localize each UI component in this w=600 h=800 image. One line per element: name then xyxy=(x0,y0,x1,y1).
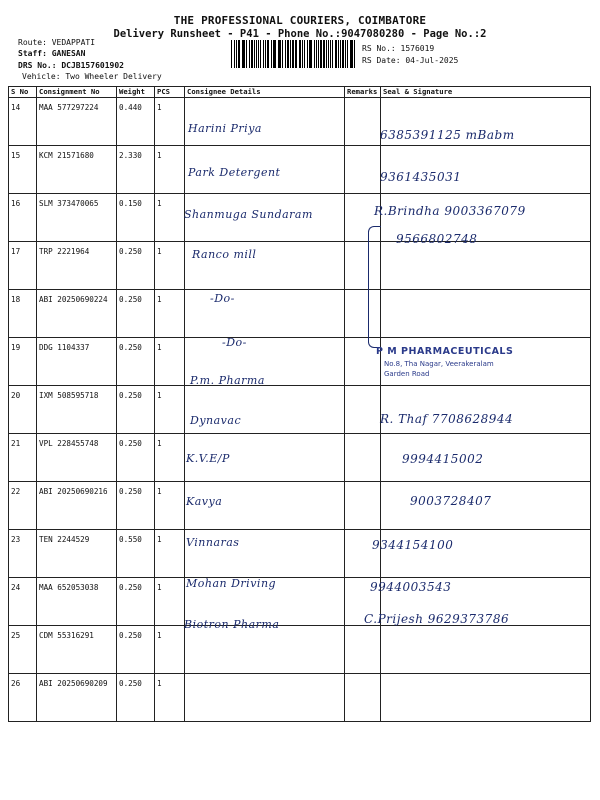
cell-consignment-text: CDM 55316291 xyxy=(39,631,94,640)
cell-pcs xyxy=(155,674,185,722)
cell-weight xyxy=(117,338,155,386)
cell-sno xyxy=(9,530,37,578)
cell-pcs xyxy=(155,146,185,194)
cell-sno xyxy=(9,338,37,386)
handwritten-consignee: Biotron Pharma xyxy=(184,618,280,631)
stamp-address-line-2: Garden Road xyxy=(384,370,430,378)
cell-consignment-text: VPL 228455748 xyxy=(39,439,99,448)
bracket-mark xyxy=(368,226,381,348)
cell-pcs-text: 1 xyxy=(157,151,162,160)
col-remarks: Remarks xyxy=(345,87,381,98)
handwritten-signature: 9361435031 xyxy=(380,170,462,184)
cell-weight xyxy=(117,674,155,722)
table-row xyxy=(9,434,591,482)
vehicle-label: Vehicle: Two Wheeler Delivery xyxy=(22,72,162,81)
cell-pcs-text: 1 xyxy=(157,247,162,256)
rs-date: RS Date: 04-Jul-2025 xyxy=(362,56,459,65)
cell-weight xyxy=(117,98,155,146)
cell-sno xyxy=(9,242,37,290)
cell-consignment xyxy=(37,578,117,626)
cell-consignment-text: ABI 20250690216 xyxy=(39,487,108,496)
cell-consignment xyxy=(37,338,117,386)
cell-consignment xyxy=(37,482,117,530)
cell-pcs xyxy=(155,338,185,386)
cell-consignment-text: KCM 21571680 xyxy=(39,151,94,160)
cell-weight-text: 0.250 xyxy=(119,391,142,400)
page-subtitle: Delivery Runsheet - P41 - Phone No.:9047080280 - Page No.:2 xyxy=(113,28,487,40)
cell-sno-text: 26 xyxy=(11,679,21,688)
cell-sno-text: 24 xyxy=(11,583,21,592)
cell-consignment xyxy=(37,434,117,482)
handwritten-consignee: K.V.E/P xyxy=(186,452,230,465)
cell-consignment-text: MAA 577297224 xyxy=(39,103,99,112)
handwritten-signature: 9566802748 xyxy=(396,232,478,246)
handwritten-consignee: -Do- xyxy=(222,336,247,349)
cell-weight-text: 0.250 xyxy=(119,247,142,256)
cell-consignment-text: DDG 1104337 xyxy=(39,343,90,352)
cell-weight-text: 0.250 xyxy=(119,343,142,352)
col-weight: Weight xyxy=(117,87,155,98)
cell-sno xyxy=(9,386,37,434)
cell-weight xyxy=(117,146,155,194)
table-row xyxy=(9,146,591,194)
cell-weight-text: 0.250 xyxy=(119,439,142,448)
cell-pcs xyxy=(155,98,185,146)
cell-sno-text: 22 xyxy=(11,487,21,496)
cell-sno xyxy=(9,98,37,146)
cell-weight-text: 0.250 xyxy=(119,631,142,640)
cell-consignment xyxy=(37,98,117,146)
cell-pcs-text: 1 xyxy=(157,679,162,688)
cell-weight xyxy=(117,242,155,290)
cell-signature xyxy=(381,626,591,674)
cell-weight xyxy=(117,386,155,434)
handwritten-consignee: Ranco mill xyxy=(192,248,257,261)
cell-weight xyxy=(117,530,155,578)
cell-consignment-text: ABI 20250690209 xyxy=(39,679,108,688)
cell-consignment xyxy=(37,674,117,722)
cell-weight-text: 2.330 xyxy=(119,151,142,160)
handwritten-consignee: Vinnaras xyxy=(186,536,240,549)
handwritten-signature: R. Thaf 7708628944 xyxy=(380,412,514,426)
company-stamp xyxy=(370,346,590,406)
cell-pcs xyxy=(155,242,185,290)
cell-consignment xyxy=(37,386,117,434)
cell-weight xyxy=(117,626,155,674)
cell-signature xyxy=(381,674,591,722)
col-signature: Seal & Signature xyxy=(381,87,591,98)
cell-weight xyxy=(117,482,155,530)
cell-sno-text: 17 xyxy=(11,247,21,256)
cell-consignment xyxy=(37,146,117,194)
table-row xyxy=(9,530,591,578)
cell-pcs xyxy=(155,386,185,434)
cell-pcs-text: 1 xyxy=(157,631,162,640)
cell-signature xyxy=(381,242,591,290)
cell-sno-text: 18 xyxy=(11,295,21,304)
table-header-row xyxy=(9,87,591,98)
cell-pcs xyxy=(155,482,185,530)
cell-signature xyxy=(381,290,591,338)
handwritten-signature: 9003728407 xyxy=(410,494,492,508)
cell-signature xyxy=(381,530,591,578)
table-row xyxy=(9,242,591,290)
cell-consignment-text: TEN 2244529 xyxy=(39,535,90,544)
cell-remarks xyxy=(345,482,381,530)
col-consignment: Consignment No xyxy=(37,87,117,98)
cell-weight-text: 0.150 xyxy=(119,199,142,208)
cell-sno-text: 19 xyxy=(11,343,21,352)
cell-weight xyxy=(117,194,155,242)
cell-sno-text: 14 xyxy=(11,103,21,112)
cell-pcs xyxy=(155,290,185,338)
cell-consignment-text: SLM 373470065 xyxy=(39,199,99,208)
cell-consignment-text: TRP 2221964 xyxy=(39,247,90,256)
cell-remarks xyxy=(345,434,381,482)
barcode-image xyxy=(231,40,357,68)
cell-sno-text: 23 xyxy=(11,535,21,544)
cell-consignment xyxy=(37,194,117,242)
cell-sno-text: 16 xyxy=(11,199,21,208)
handwritten-signature: 9944003543 xyxy=(370,580,452,594)
cell-pcs-text: 1 xyxy=(157,295,162,304)
cell-sno xyxy=(9,674,37,722)
stamp-address-line: No.8, Tha Nagar, Veerakeralam xyxy=(384,360,494,368)
route-label: Route: VEDAPPATI xyxy=(18,38,96,47)
cell-pcs xyxy=(155,530,185,578)
cell-weight xyxy=(117,290,155,338)
handwritten-consignee: -Do- xyxy=(210,292,235,305)
col-sno: S No xyxy=(9,87,37,98)
cell-consignment-text: ABI 20250690224 xyxy=(39,295,108,304)
cell-consignment xyxy=(37,242,117,290)
table-row xyxy=(9,674,591,722)
cell-consignment xyxy=(37,290,117,338)
cell-pcs-text: 1 xyxy=(157,391,162,400)
cell-sno xyxy=(9,194,37,242)
cell-consignment-text: MAA 652053038 xyxy=(39,583,99,592)
handwritten-consignee: Park Detergent xyxy=(188,166,281,179)
cell-weight-text: 0.250 xyxy=(119,487,142,496)
table-row xyxy=(9,626,591,674)
handwritten-consignee: Harini Priya xyxy=(188,122,262,135)
cell-remarks xyxy=(345,674,381,722)
cell-pcs-text: 1 xyxy=(157,103,162,112)
cell-sno xyxy=(9,290,37,338)
cell-remarks xyxy=(345,98,381,146)
col-consignee: Consignee Details xyxy=(185,87,345,98)
cell-remarks xyxy=(345,626,381,674)
cell-weight-text: 0.250 xyxy=(119,295,142,304)
cell-pcs-text: 1 xyxy=(157,343,162,352)
table-row xyxy=(9,290,591,338)
handwritten-signature: 6385391125 mBabm xyxy=(380,128,515,142)
cell-weight-text: 0.250 xyxy=(119,583,142,592)
cell-weight xyxy=(117,434,155,482)
cell-pcs-text: 1 xyxy=(157,439,162,448)
cell-sno-text: 20 xyxy=(11,391,21,400)
cell-sno xyxy=(9,482,37,530)
cell-sno xyxy=(9,434,37,482)
cell-pcs xyxy=(155,626,185,674)
cell-pcs xyxy=(155,578,185,626)
handwritten-signature: 9994415002 xyxy=(402,452,484,466)
cell-pcs-text: 1 xyxy=(157,583,162,592)
staff-label: Staff: GANESAN xyxy=(18,49,86,58)
cell-consignee xyxy=(185,674,345,722)
col-pcs: PCS xyxy=(155,87,185,98)
cell-consignee xyxy=(185,626,345,674)
cell-consignment xyxy=(37,530,117,578)
handwritten-consignee: P.m. Pharma xyxy=(190,374,265,387)
cell-sno-text: 25 xyxy=(11,631,21,640)
cell-consignment-text: IXM 508595718 xyxy=(39,391,99,400)
handwritten-consignee: Kavya xyxy=(186,495,223,508)
cell-weight-text: 0.250 xyxy=(119,679,142,688)
cell-consignment xyxy=(37,626,117,674)
stamp-company-name: P M PHARMACEUTICALS xyxy=(376,346,514,357)
handwritten-signature: 9344154100 xyxy=(372,538,454,552)
drs-label: DRS No.: DCJB157601902 xyxy=(18,61,124,70)
cell-pcs xyxy=(155,194,185,242)
cell-sno-text: 15 xyxy=(11,151,21,160)
table-row xyxy=(9,482,591,530)
handwritten-consignee: Dynavac xyxy=(190,414,242,427)
handwritten-consignee: Mohan Driving xyxy=(186,577,277,590)
cell-sno-text: 21 xyxy=(11,439,21,448)
cell-pcs-text: 1 xyxy=(157,487,162,496)
handwritten-consignee: Shanmuga Sundaram xyxy=(184,208,313,221)
cell-weight-text: 0.440 xyxy=(119,103,142,112)
handwritten-signature: R.Brindha 9003367079 xyxy=(374,204,526,218)
cell-consignee xyxy=(185,290,345,338)
cell-sno xyxy=(9,626,37,674)
cell-pcs xyxy=(155,434,185,482)
cell-sno xyxy=(9,146,37,194)
cell-weight-text: 0.550 xyxy=(119,535,142,544)
cell-pcs-text: 1 xyxy=(157,199,162,208)
cell-remarks xyxy=(345,530,381,578)
cell-weight xyxy=(117,578,155,626)
page-title: THE PROFESSIONAL COURIERS, COIMBATORE xyxy=(173,14,427,27)
cell-pcs-text: 1 xyxy=(157,535,162,544)
cell-sno xyxy=(9,578,37,626)
rs-number: RS No.: 1576019 xyxy=(362,44,435,53)
cell-remarks xyxy=(345,146,381,194)
handwritten-signature: C.Prijesh 9629373786 xyxy=(364,612,510,626)
